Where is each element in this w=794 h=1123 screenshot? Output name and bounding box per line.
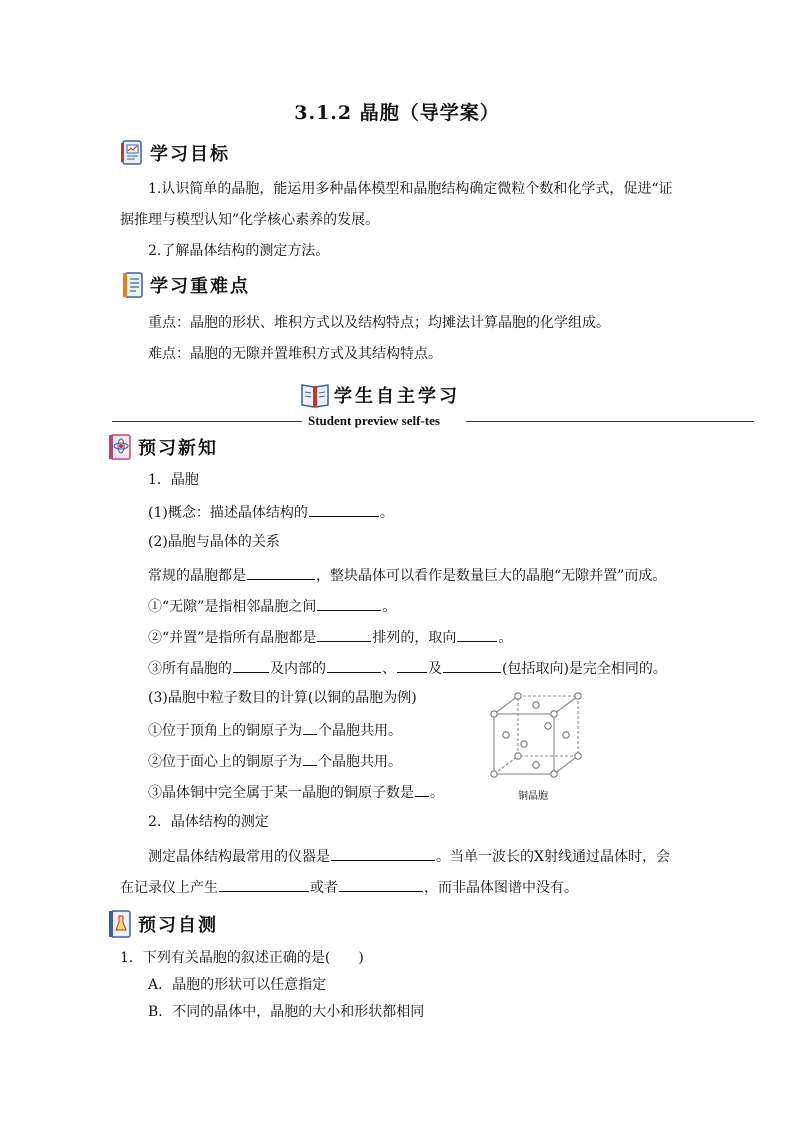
- goal-line-2: 据推理与模型认知”化学核心素养的发展。: [120, 212, 380, 228]
- section-heading-key-points: [122, 272, 250, 298]
- band-title: [300, 381, 460, 409]
- instrument-line: [148, 845, 670, 867]
- text: (包括取向)是完全相同的。: [502, 661, 667, 677]
- difficulty-line: 难点：晶胞的无隙并置堆积方式及其结构特点。: [148, 346, 442, 362]
- identical-line: [148, 657, 667, 679]
- section-heading-label: 预习自测: [138, 915, 218, 936]
- parallel-line: [148, 626, 512, 648]
- section-heading-preview: [108, 434, 218, 460]
- goal-line-3: 2.了解晶体结构的测定方法。: [148, 243, 330, 259]
- blank[interactable]: [219, 876, 309, 892]
- goal-line-1: 1.认识简单的晶胞，能运用多种晶体模型和晶胞结构确定微粒个数和化学式，促进“证: [148, 181, 673, 197]
- text: 测定晶体结构最常用的仪器是: [148, 849, 330, 865]
- text: ①“无隙”是指相邻晶胞之间: [148, 599, 317, 615]
- concept-line: [148, 501, 394, 523]
- option-b[interactable]: B．不同的晶体中，晶胞的大小和形状都相同: [148, 1004, 425, 1020]
- band-rule-right: [466, 421, 754, 422]
- blank[interactable]: [457, 626, 497, 642]
- text: (1)概念：描述晶体结构的: [148, 505, 308, 521]
- text: 、: [382, 661, 396, 677]
- figure-caption: 铜晶胞: [518, 791, 548, 802]
- section-heading-self-test: [108, 910, 218, 938]
- relation-line: [148, 564, 666, 586]
- text: 。: [430, 785, 444, 801]
- copper-unit-cell-figure: [488, 690, 588, 782]
- corner-line: [148, 719, 402, 741]
- section-heading-label: 预习新知: [138, 438, 218, 459]
- blank[interactable]: [303, 750, 317, 766]
- atom-book-icon: [108, 434, 132, 460]
- text: 常规的晶胞都是: [148, 568, 246, 584]
- subsection-1: 1．晶胞: [148, 472, 199, 488]
- band-subtitle: Student preview self-tes: [308, 413, 440, 428]
- text: ，而非晶体图谱中没有。: [424, 880, 578, 896]
- blank[interactable]: [247, 564, 315, 580]
- page-title: 3.1.2 晶胞（导学案）: [294, 102, 500, 124]
- text: 个晶胞共用。: [318, 723, 402, 739]
- text: 。当单一波长的X射线通过晶体时，会: [436, 849, 670, 865]
- text: ②“并置”是指所有晶胞都是: [148, 630, 317, 646]
- text: 。: [382, 599, 397, 615]
- blank[interactable]: [397, 657, 427, 673]
- blank[interactable]: [317, 595, 381, 611]
- count-heading: (3)晶胞中粒子数目的计算(以铜的晶胞为例): [148, 690, 417, 706]
- focus-line: 重点：晶胞的形状、堆积方式以及结构特点；均摊法计算晶胞的化学组成。: [148, 315, 610, 331]
- relation-heading: (2)晶胞与晶体的关系: [148, 534, 280, 550]
- option-a[interactable]: A．晶胞的形状可以任意指定: [148, 977, 327, 993]
- blank[interactable]: [317, 626, 371, 642]
- notebook-icon: [122, 272, 144, 298]
- blank[interactable]: [303, 719, 317, 735]
- text: 及: [428, 661, 442, 677]
- text: 个晶胞共用。: [318, 754, 402, 770]
- text: 及内部的: [270, 661, 326, 677]
- band-title-label: 学生自主学习: [334, 386, 460, 407]
- no-gap-line: [148, 595, 396, 617]
- blank[interactable]: [339, 876, 423, 892]
- belong-line: [148, 781, 444, 803]
- blank[interactable]: [233, 657, 269, 673]
- section-heading-label: 学习目标: [150, 144, 230, 165]
- blank[interactable]: [443, 657, 501, 673]
- text: ③所有晶胞的: [148, 661, 232, 677]
- text: 在记录仪上产生: [120, 880, 218, 896]
- text: 排列的，取向: [372, 630, 457, 646]
- text: ②位于面心上的铜原子为: [148, 754, 302, 770]
- diffraction-line: [120, 876, 578, 898]
- blank[interactable]: [309, 501, 379, 517]
- band-rule-left: [112, 421, 302, 422]
- blank[interactable]: [415, 781, 429, 797]
- text: 或者: [310, 880, 338, 896]
- blank[interactable]: [327, 657, 381, 673]
- subsection-2: 2．晶体结构的测定: [148, 814, 269, 830]
- text: ，整块晶体可以看作是数量巨大的晶胞“无隙并置”而成。: [316, 568, 667, 584]
- blank[interactable]: [331, 845, 435, 861]
- open-book-icon: [300, 381, 330, 409]
- question-1: 1．下列有关晶胞的叙述正确的是( ): [120, 950, 364, 966]
- text: 。: [379, 505, 394, 521]
- face-line: [148, 750, 402, 772]
- section-heading-goals: [120, 140, 230, 166]
- text: ①位于顶角上的铜原子为: [148, 723, 302, 739]
- chart-book-icon: [120, 140, 144, 166]
- flask-book-icon: [108, 910, 132, 938]
- text: ③晶体铜中完全属于某一晶胞的铜原子数是: [148, 785, 414, 801]
- section-heading-label: 学习重难点: [150, 276, 250, 297]
- text: 。: [498, 630, 513, 646]
